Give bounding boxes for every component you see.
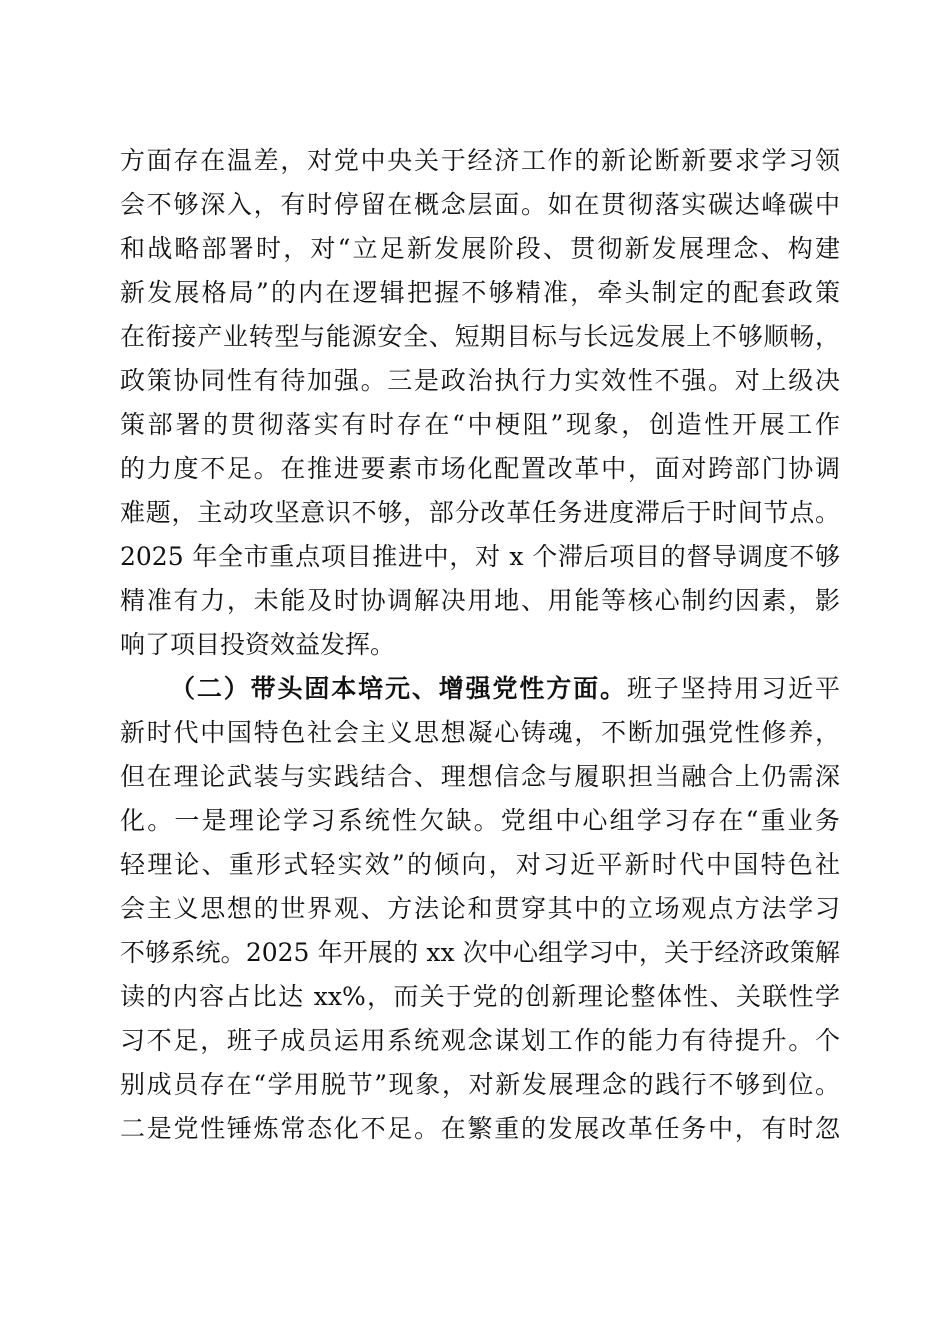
paragraph-line: 但在理论武装与实践结合、理想信念与履职担当融合上仍需深 [120,762,840,791]
section-first-line [120,667,840,711]
paragraph-line: 新时代中国特色社会主义思想凝心铸魂，不断加强党性修养， [120,718,840,747]
paragraph-line: 习不足，班子成员运用系统观念谋划工作的能力有待提升。个 [120,1026,840,1055]
paragraph-line: 会不够深入，有时停留在概念层面。如在贯彻落实碳达峰碳中 [120,190,840,219]
paragraph-line: 别成员存在“学用脱节”现象，对新发展理念的践行不够到位。 [120,1070,840,1099]
paragraph-line: 二是党性锤炼常态化不足。在繁重的发展改革任务中，有时忽 [120,1114,840,1143]
paragraph-line: 轻理论、重形式轻实效”的倾向，对习近平新时代中国特色社 [120,850,840,879]
paragraph-line: 2025 年全市重点项目推进中，对 x 个滞后项目的督导调度不够 [120,542,840,571]
paragraph-line: 不够系统。2025 年开展的 xx 次中心组学习中，关于经济政策解 [120,938,840,967]
paragraph-line: 政策协同性有待加强。三是政治执行力实效性不强。对上级决 [120,366,840,395]
paragraph-line: 响了项目投资效益发挥。 [120,630,396,659]
paragraph-line: 在衔接产业转型与能源安全、短期目标与长远发展上不够顺畅， [120,322,840,351]
paragraph-line: 方面存在温差，对党中央关于经济工作的新论断新要求学习领 [120,146,840,175]
section-heading: （二）带头固本培元、增强党性方面。 [170,674,627,703]
paragraph-line: 的力度不足。在推进要素市场化配置改革中，面对跨部门协调 [120,454,840,483]
paragraph-line: 难题，主动攻坚意识不够，部分改革任务进度滞后于时间节点。 [120,498,840,527]
paragraph-line: 精准有力，未能及时协调解决用地、用能等核心制约因素，影 [120,586,840,615]
paragraph-line: 会主义思想的世界观、方法论和贯穿其中的立场观点方法学习 [120,894,840,923]
body-text [120,139,840,1151]
paragraph-line: 新发展格局”的内在逻辑把握不够精准，牵头制定的配套政策 [120,278,840,307]
paragraph-line: 读的内容占比达 xx%，而关于党的创新理论整体性、关联性学 [120,982,840,1011]
paragraph-line: 和战略部署时，对“立足新发展阶段、贯彻新发展理念、构建 [120,234,840,263]
section-first-line-text: 班子坚持用习近平 [626,674,840,703]
paragraph-line: 化。一是理论学习系统性欠缺。党组中心组学习存在“重业务 [120,806,840,835]
paragraph-line: 策部署的贯彻落实有时存在“中梗阻”现象，创造性开展工作 [120,410,840,439]
